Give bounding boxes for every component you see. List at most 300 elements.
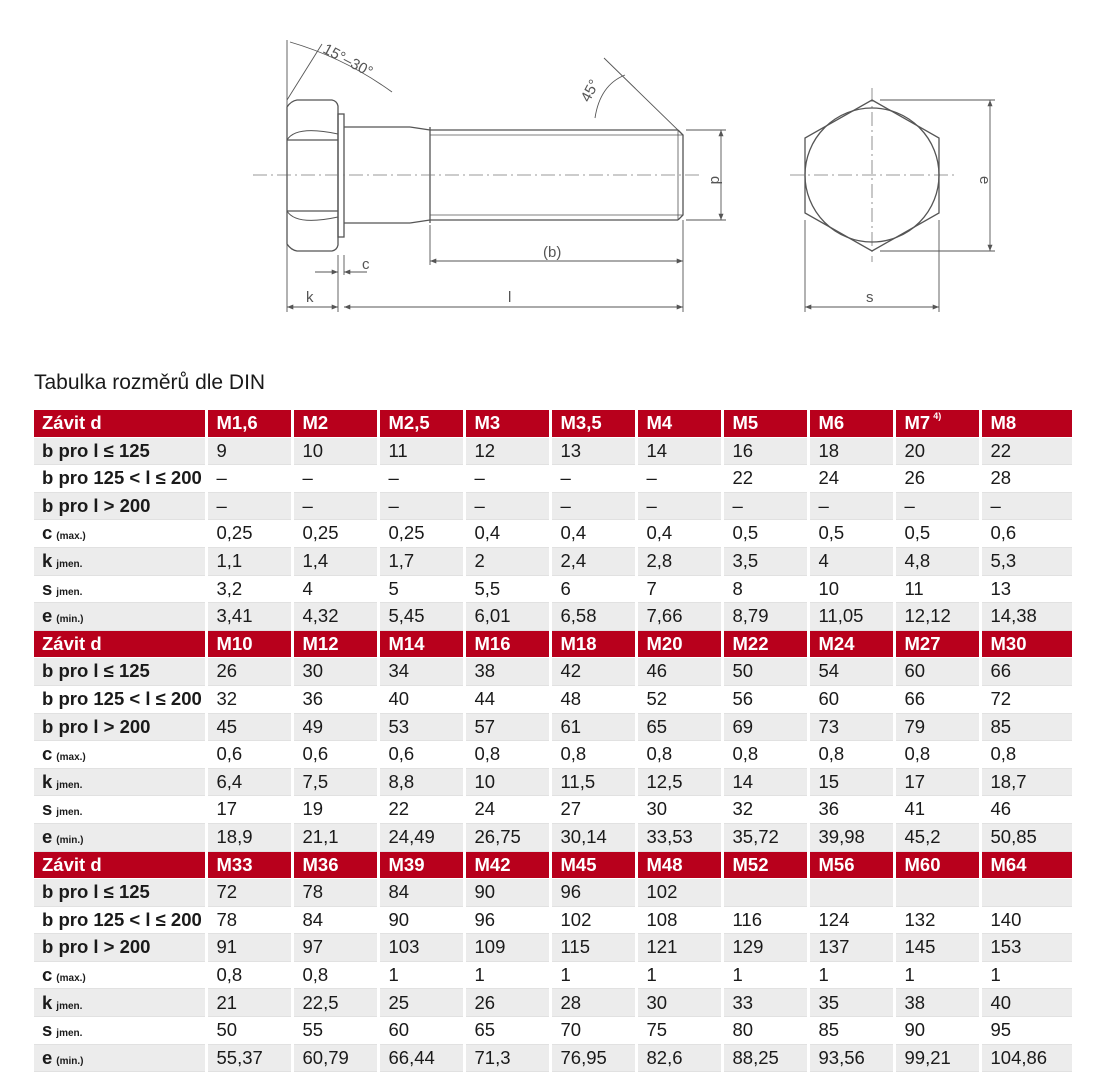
table-cell: 22,5 — [292, 989, 378, 1017]
table-cell: 55 — [292, 1017, 378, 1045]
table-cell: 49 — [292, 713, 378, 741]
table-cell: 3,5 — [722, 547, 808, 575]
table-cell: 80 — [722, 1017, 808, 1045]
table-cell: 115 — [550, 934, 636, 962]
thread-size-header — [464, 851, 550, 879]
table-cell: 0,8 — [292, 961, 378, 989]
row-label — [34, 685, 206, 713]
row-label — [34, 658, 206, 686]
thread-size-name: M18 — [560, 632, 597, 654]
thread-size-header — [636, 851, 722, 879]
table-cell: 8,79 — [722, 603, 808, 631]
row-label-main: e — [42, 1046, 53, 1068]
table-row — [34, 575, 1072, 603]
thread-size-header — [550, 410, 636, 437]
table-cell: 75 — [636, 1017, 722, 1045]
row-label — [34, 906, 206, 934]
table-cell: 11,5 — [550, 768, 636, 796]
table-cell: 90 — [464, 879, 550, 907]
table-cell: 0,8 — [206, 961, 292, 989]
table-row — [34, 796, 1072, 824]
thread-size-header — [292, 851, 378, 879]
thread-size-name: M42 — [474, 853, 511, 875]
table-cell: 56 — [722, 685, 808, 713]
table-cell: 0,8 — [980, 741, 1072, 769]
row-label-main: k — [42, 550, 53, 572]
table-cell: 109 — [464, 934, 550, 962]
table-cell: 0,5 — [808, 520, 894, 548]
table-cell: 44 — [464, 685, 550, 713]
row-label-main: c — [42, 963, 53, 985]
table-cell: 0,6 — [980, 520, 1072, 548]
thread-size-header — [464, 630, 550, 658]
table-cell: 19 — [292, 796, 378, 824]
row-label — [34, 575, 206, 603]
table-cell: 10 — [808, 575, 894, 603]
e-label: e — [976, 176, 993, 185]
table-cell: 26 — [464, 989, 550, 1017]
table-cell: 96 — [464, 906, 550, 934]
table-cell: – — [636, 492, 722, 520]
table-cell: 0,8 — [894, 741, 980, 769]
table-cell: 85 — [980, 713, 1072, 741]
thread-size-header — [378, 630, 464, 658]
thread-size-name: M45 — [560, 853, 597, 875]
thread-size-header — [894, 630, 980, 658]
center-lines — [253, 88, 955, 262]
table-cell: 5,5 — [464, 575, 550, 603]
row-label-main: s — [42, 798, 53, 820]
thread-size-name: M27 — [904, 632, 941, 654]
table-cell: 38 — [894, 989, 980, 1017]
table-cell: – — [894, 492, 980, 520]
table-cell: 24 — [808, 465, 894, 493]
thread-size-header — [206, 410, 292, 437]
table-cell: 17 — [206, 796, 292, 824]
table-cell: 0,4 — [636, 520, 722, 548]
table-row — [34, 713, 1072, 741]
table-cell: 140 — [980, 906, 1072, 934]
table-row — [34, 934, 1072, 962]
table-cell: 145 — [894, 934, 980, 962]
row-label-qualifier: jmen. — [56, 1028, 83, 1040]
table-row — [34, 1044, 1072, 1072]
table-cell: 32 — [722, 796, 808, 824]
thread-size-header — [292, 630, 378, 658]
thread-size-name: M30 — [990, 632, 1027, 654]
row-label — [34, 713, 206, 741]
table-cell: 6 — [550, 575, 636, 603]
table-cell: 96 — [550, 879, 636, 907]
table-cell: 4,32 — [292, 603, 378, 631]
table-cell: 55,37 — [206, 1044, 292, 1072]
table-cell: 60 — [894, 658, 980, 686]
table-cell: 65 — [464, 1017, 550, 1045]
thread-size-header — [894, 410, 980, 437]
row-label-qualifier: jmen. — [56, 559, 83, 571]
table-cell: 45 — [206, 713, 292, 741]
row-label — [34, 465, 206, 493]
table-cell: 42 — [550, 658, 636, 686]
row-label-main: k — [42, 991, 53, 1013]
table-row — [34, 961, 1072, 989]
row-label-main: b pro 125 < l ≤ 200 — [42, 908, 202, 930]
table-cell: 22 — [378, 796, 464, 824]
table-cell: 54 — [808, 658, 894, 686]
table-cell: – — [206, 465, 292, 493]
table-cell: 102 — [636, 879, 722, 907]
table-row — [34, 823, 1072, 851]
table-cell: 4 — [292, 575, 378, 603]
thread-size-name: M1,6 — [216, 412, 258, 434]
table-cell: 6,01 — [464, 603, 550, 631]
thread-size-header — [206, 851, 292, 879]
thread-size-name: M52 — [732, 853, 769, 875]
row-label-main: c — [42, 522, 53, 544]
table-row — [34, 989, 1072, 1017]
thread-size-name: M3 — [474, 412, 501, 434]
table-cell: – — [550, 465, 636, 493]
thread-size-header — [808, 630, 894, 658]
table-cell: 90 — [894, 1017, 980, 1045]
table-cell: 0,8 — [636, 741, 722, 769]
row-label — [34, 547, 206, 575]
thread-size-name: M10 — [216, 632, 253, 654]
thread-size-header — [980, 630, 1072, 658]
l-label: l — [508, 289, 512, 306]
thread-size-name: M16 — [474, 632, 511, 654]
table-cell: 1 — [894, 961, 980, 989]
table-row — [34, 437, 1072, 465]
thread-size-header — [722, 410, 808, 437]
table-row — [34, 492, 1072, 520]
table-cell: 66,44 — [378, 1044, 464, 1072]
table-cell: 35,72 — [722, 823, 808, 851]
b-label: (b) — [543, 244, 562, 261]
thread-size-name: M6 — [818, 412, 845, 434]
table-cell: 30,14 — [550, 823, 636, 851]
table-cell: – — [722, 492, 808, 520]
table-cell: 34 — [378, 658, 464, 686]
table-cell: 14 — [722, 768, 808, 796]
thread-size-name: M8 — [990, 412, 1017, 434]
thread-size-header — [378, 410, 464, 437]
table-cell: 99,21 — [894, 1044, 980, 1072]
table-cell: 72 — [206, 879, 292, 907]
table-cell: 153 — [980, 934, 1072, 962]
table-cell: 1 — [550, 961, 636, 989]
table-cell — [808, 879, 894, 907]
bolt-technical-drawing — [0, 0, 1100, 340]
table-cell: 36 — [292, 685, 378, 713]
table-cell: 2 — [464, 547, 550, 575]
table-cell: 70 — [550, 1017, 636, 1045]
table-cell: – — [980, 492, 1072, 520]
thread-size-name: M4 — [646, 412, 673, 434]
table-cell: 78 — [292, 879, 378, 907]
thread-size-header — [378, 851, 464, 879]
table-cell: 0,8 — [550, 741, 636, 769]
table-row — [34, 658, 1072, 686]
table-cell: 46 — [636, 658, 722, 686]
row-label — [34, 1044, 206, 1072]
row-label — [34, 741, 206, 769]
table-cell: 12,5 — [636, 768, 722, 796]
table-cell: 1,4 — [292, 547, 378, 575]
thread-size-name: M5 — [732, 412, 759, 434]
table-cell: 16 — [722, 437, 808, 465]
table-cell: 1 — [808, 961, 894, 989]
table-cell: 71,3 — [464, 1044, 550, 1072]
table-row — [34, 879, 1072, 907]
row-label-main: b pro l ≤ 125 — [42, 660, 150, 682]
table-cell: 22 — [980, 437, 1072, 465]
table-cell: 6,58 — [550, 603, 636, 631]
thread-header-label: Závit d — [34, 410, 206, 437]
table-cell: 21 — [206, 989, 292, 1017]
table-cell: – — [550, 492, 636, 520]
table-cell: 45,2 — [894, 823, 980, 851]
table-cell: 65 — [636, 713, 722, 741]
table-cell: – — [206, 492, 292, 520]
row-label — [34, 879, 206, 907]
table-cell: 66 — [894, 685, 980, 713]
row-label-main: e — [42, 605, 53, 627]
thread-size-header — [636, 630, 722, 658]
table-cell: 25 — [378, 989, 464, 1017]
table-cell: 13 — [980, 575, 1072, 603]
table-cell: – — [464, 465, 550, 493]
thread-size-name: M36 — [302, 853, 339, 875]
table-cell: 0,5 — [722, 520, 808, 548]
table-cell: – — [464, 492, 550, 520]
table-cell: 6,4 — [206, 768, 292, 796]
table-row — [34, 685, 1072, 713]
row-label — [34, 768, 206, 796]
table-cell: 10 — [292, 437, 378, 465]
row-label-main: b pro l ≤ 125 — [42, 439, 150, 461]
table-cell: 0,4 — [464, 520, 550, 548]
table-cell: 11 — [378, 437, 464, 465]
table-cell: 61 — [550, 713, 636, 741]
table-cell: 53 — [378, 713, 464, 741]
table-cell: 41 — [894, 796, 980, 824]
table-cell: 132 — [894, 906, 980, 934]
table-cell: 5,45 — [378, 603, 464, 631]
table-cell: 0,6 — [292, 741, 378, 769]
row-label-qualifier: (max.) — [56, 972, 86, 984]
table-cell: 60 — [378, 1017, 464, 1045]
table-cell: – — [292, 492, 378, 520]
table-section-header — [34, 851, 1072, 879]
table-cell: 33,53 — [636, 823, 722, 851]
table-cell: 73 — [808, 713, 894, 741]
table-cell: 82,6 — [636, 1044, 722, 1072]
thread-size-name: M60 — [904, 853, 941, 875]
d-label: d — [707, 176, 724, 185]
row-label-qualifier: (min.) — [56, 834, 84, 846]
table-cell: 76,95 — [550, 1044, 636, 1072]
table-cell: 35 — [808, 989, 894, 1017]
table-cell: 50 — [722, 658, 808, 686]
table-cell: 0,6 — [206, 741, 292, 769]
table-cell: 8 — [722, 575, 808, 603]
table-cell: 69 — [722, 713, 808, 741]
table-cell: 40 — [378, 685, 464, 713]
table-cell: 40 — [980, 989, 1072, 1017]
table-cell: – — [808, 492, 894, 520]
table-cell: 20 — [894, 437, 980, 465]
table-cell: 5,3 — [980, 547, 1072, 575]
table-cell: 11,05 — [808, 603, 894, 631]
thread-size-name: M2,5 — [388, 412, 430, 434]
table-cell: 1 — [722, 961, 808, 989]
table-cell: 12,12 — [894, 603, 980, 631]
row-label-qualifier: (max.) — [56, 752, 86, 764]
table-cell: 0,8 — [722, 741, 808, 769]
table-cell: 38 — [464, 658, 550, 686]
table-cell: 24,49 — [378, 823, 464, 851]
table-cell: 66 — [980, 658, 1072, 686]
thread-size-name: M56 — [818, 853, 855, 875]
table-cell: 60,79 — [292, 1044, 378, 1072]
table-cell — [980, 879, 1072, 907]
row-label — [34, 934, 206, 962]
thread-size-header — [894, 851, 980, 879]
footnote-marker: 4) — [933, 411, 942, 422]
table-cell: 32 — [206, 685, 292, 713]
table-cell: 26 — [894, 465, 980, 493]
table-cell: 1,1 — [206, 547, 292, 575]
row-label-main: b pro l > 200 — [42, 494, 151, 516]
thread-size-name: M24 — [818, 632, 855, 654]
thread-size-name: M39 — [388, 853, 425, 875]
table-cell: 27 — [550, 796, 636, 824]
table-cell: 3,41 — [206, 603, 292, 631]
table-cell: 79 — [894, 713, 980, 741]
table-cell: 18 — [808, 437, 894, 465]
thread-size-header — [292, 410, 378, 437]
table-cell: 9 — [206, 437, 292, 465]
table-cell: 1 — [378, 961, 464, 989]
table-row — [34, 768, 1072, 796]
thread-size-name: M48 — [646, 853, 683, 875]
table-cell: 39,98 — [808, 823, 894, 851]
thread-header-label: Závit d — [34, 630, 206, 658]
table-cell: 1,7 — [378, 547, 464, 575]
row-label — [34, 823, 206, 851]
thread-size-header — [206, 630, 292, 658]
table-cell: 0,6 — [378, 741, 464, 769]
table-cell: 90 — [378, 906, 464, 934]
table-cell: 0,4 — [550, 520, 636, 548]
row-label-main: e — [42, 825, 53, 847]
table-cell: 0,5 — [894, 520, 980, 548]
row-label-main: b pro 125 < l ≤ 200 — [42, 467, 202, 489]
table-cell: 18,9 — [206, 823, 292, 851]
table-cell: 72 — [980, 685, 1072, 713]
table-cell: 18,7 — [980, 768, 1072, 796]
table-cell: 1 — [636, 961, 722, 989]
row-label-qualifier: jmen. — [56, 586, 83, 598]
table-cell: 95 — [980, 1017, 1072, 1045]
thread-size-header — [722, 851, 808, 879]
thread-size-name: M7 — [904, 412, 931, 434]
thread-size-header — [464, 410, 550, 437]
table-cell: 3,2 — [206, 575, 292, 603]
table-row — [34, 1017, 1072, 1045]
row-label-qualifier: jmen. — [56, 1000, 83, 1012]
table-cell: 97 — [292, 934, 378, 962]
table-cell: 0,25 — [378, 520, 464, 548]
table-cell: 24 — [464, 796, 550, 824]
table-row — [34, 520, 1072, 548]
table-cell: 28 — [550, 989, 636, 1017]
table-cell: 13 — [550, 437, 636, 465]
table-cell: 52 — [636, 685, 722, 713]
thread-size-name: M22 — [732, 632, 769, 654]
table-cell: 84 — [292, 906, 378, 934]
table-cell: 116 — [722, 906, 808, 934]
table-cell: 30 — [636, 796, 722, 824]
table-cell: 26 — [206, 658, 292, 686]
table-cell: 48 — [550, 685, 636, 713]
table-cell: 1 — [980, 961, 1072, 989]
bolt-side-view — [287, 100, 683, 251]
row-label-main: c — [42, 743, 53, 765]
thread-size-header — [808, 851, 894, 879]
table-cell: 10 — [464, 768, 550, 796]
table-cell: 7 — [636, 575, 722, 603]
angle-head-label: 15°–30° — [320, 40, 376, 81]
table-row — [34, 906, 1072, 934]
row-label — [34, 520, 206, 548]
k-label: k — [306, 289, 314, 306]
table-cell: 4 — [808, 547, 894, 575]
table-row — [34, 741, 1072, 769]
table-cell: 33 — [722, 989, 808, 1017]
table-cell: 102 — [550, 906, 636, 934]
table-cell: – — [636, 465, 722, 493]
table-cell: 121 — [636, 934, 722, 962]
table-cell: 60 — [808, 685, 894, 713]
dimension-table — [34, 410, 1072, 1072]
thread-size-name: M14 — [388, 632, 425, 654]
table-cell: 0,25 — [292, 520, 378, 548]
table-cell: 4,8 — [894, 547, 980, 575]
row-label-main: b pro l > 200 — [42, 936, 151, 958]
table-cell: 103 — [378, 934, 464, 962]
thread-size-header — [550, 630, 636, 658]
row-label-main: b pro 125 < l ≤ 200 — [42, 687, 202, 709]
table-cell: 7,5 — [292, 768, 378, 796]
table-cell: 0,8 — [464, 741, 550, 769]
thread-size-name: M64 — [990, 853, 1027, 875]
table-row — [34, 465, 1072, 493]
thread-size-header — [550, 851, 636, 879]
table-cell: 57 — [464, 713, 550, 741]
table-cell: 17 — [894, 768, 980, 796]
row-label — [34, 989, 206, 1017]
table-cell: – — [292, 465, 378, 493]
row-label-qualifier: jmen. — [56, 779, 83, 791]
row-label-qualifier: (min.) — [56, 1055, 84, 1067]
thread-size-header — [808, 410, 894, 437]
table-cell: 5 — [378, 575, 464, 603]
angle-thread-label: 45° — [577, 76, 604, 105]
table-row — [34, 603, 1072, 631]
table-cell — [894, 879, 980, 907]
